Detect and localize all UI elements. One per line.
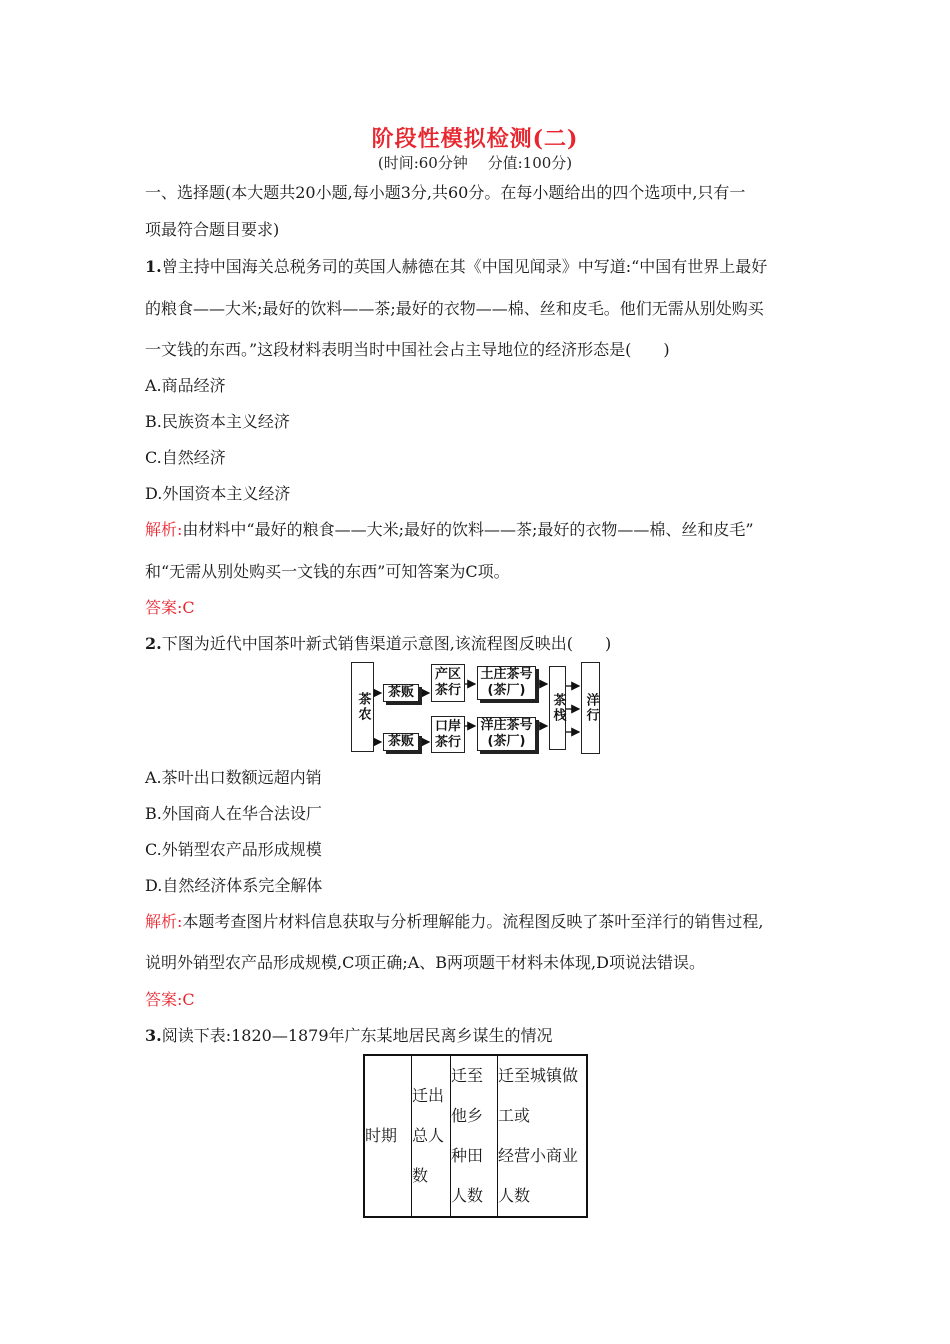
flow-node-origin-tea-house: 产区 茶行 [431,664,465,702]
q1-option-c: C.自然经济 [145,448,226,467]
q2-option-d: D.自然经济体系完全解体 [145,876,323,895]
q3-table [363,1054,588,1218]
q3-stem: 3.阅读下表:1820—1879年广东某地居民离乡谋生的情况 [145,1026,553,1045]
flow-node-port-tea-house: 口岸 茶行 [431,716,465,753]
page-subtitle: (时间:60分钟 分值:100分) [377,154,573,172]
q1-stem-line2: 的粮食——大米;最好的饮料——茶;最好的衣物——棉、丝和皮毛。他们无需从别处购买 [145,299,764,318]
q2-analysis-label: 解析: [145,912,183,931]
q2-option-c: C.外销型农产品形成规模 [145,840,322,859]
q3-number: 3. [145,1026,162,1045]
q2-stem: 2.下图为近代中国茶叶新式销售渠道示意图,该流程图反映出( ) [145,634,612,653]
q2-option-b: B.外国商人在华合法设厂 [145,804,322,823]
flow-node-tea-warehouse: 茶栈 [549,666,566,750]
q2-analysis-line1: 解析:本题考查图片材料信息获取与分析理解能力。流程图反映了茶叶至洋行的销售过程, [145,912,764,931]
table-header-period: 时期 [364,1055,412,1217]
q1-analysis-line1: 解析:由材料中“最好的粮食——大米;最好的饮料——茶;最好的衣物——棉、丝和皮毛” [145,520,754,539]
table-header-farming: 迁至 他乡 种田 人数 [451,1055,498,1217]
q2-option-a: A.茶叶出口数额远超内销 [145,768,322,787]
q1-option-d: D.外国资本主义经济 [145,484,291,503]
q2-number: 2. [145,634,162,653]
section-header-line1: 一、选择题(本大题共20小题,每小题3分,共60分。在每小题给出的四个选项中,只有一 [145,183,746,202]
q1-stem-line1: 1.曾主持中国海关总税务司的英国人赫德在其《中国见闻录》中写道:“中国有世界上最好 [145,257,768,276]
q1-number: 1. [145,257,162,276]
flow-node-tea-farmer: 茶农 [351,662,374,752]
q1-analysis-line2: 和“无需从别处购买一文钱的东西”可知答案为C项。 [145,562,510,581]
table-header-row [364,1055,587,1217]
flow-node-tea-vendor-top: 茶贩 [383,684,419,702]
flow-node-foreign-firm: 洋行 [581,662,600,754]
section-header-line2: 项最符合题目要求) [145,220,280,239]
table-header-total: 迁出 总人 数 [412,1055,451,1217]
q1-option-b: B.民族资本主义经济 [145,412,290,431]
q2-flowchart [345,660,605,756]
table-header-town-work: 迁至城镇做 工或 经营小商业 人数 [498,1055,588,1217]
q1-option-a: A.商品经济 [145,376,226,395]
q2-analysis-line2: 说明外销型农产品形成规模,C项正确;A、B两项题干材料未体现,D项说法错误。 [145,953,705,972]
q2-answer: 答案:C [145,990,195,1009]
flow-node-tea-vendor-bottom: 茶贩 [383,733,419,751]
q1-answer: 答案:C [145,598,195,617]
q1-stem-line3: 一文钱的东西。”这段材料表明当时中国社会占主导地位的经济形态是( ) [145,340,670,359]
flow-node-local-tea-firm: 土庄茶号 (茶厂) [477,666,536,700]
page-title: 阶段性模拟检测(二) [371,126,579,152]
q1-analysis-label: 解析: [145,520,183,539]
flow-node-foreign-tea-firm: 洋庄茶号 (茶厂) [477,717,536,751]
